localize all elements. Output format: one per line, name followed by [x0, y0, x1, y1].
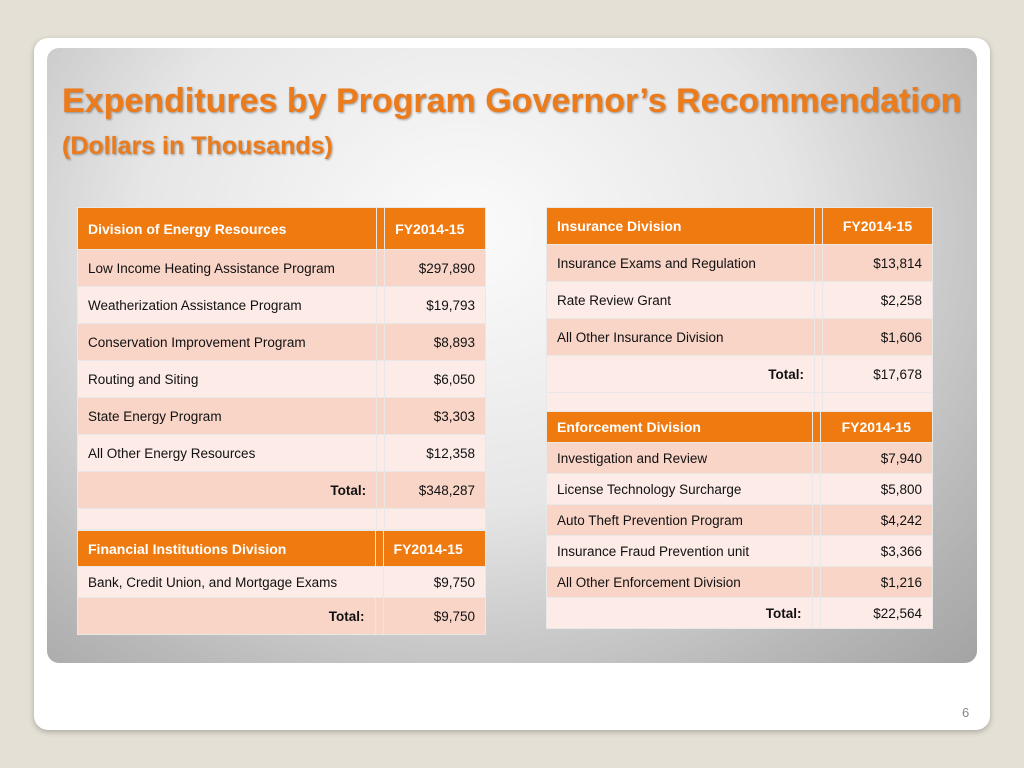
total-row [78, 472, 486, 509]
row-label: Insurance Fraud Prevention unit [547, 536, 813, 567]
spacer-row [547, 393, 933, 412]
row-value: $3,303 [385, 398, 486, 435]
row-label: Investigation and Review [547, 443, 813, 474]
row-value: $9,750 [383, 567, 485, 598]
total-value: $22,564 [820, 598, 932, 629]
row-value: $6,050 [385, 361, 486, 398]
slide-title [62, 80, 1024, 167]
spacer-row [78, 509, 486, 530]
total-row [547, 598, 933, 629]
row-value: $13,814 [822, 245, 932, 282]
total-value: $9,750 [383, 598, 485, 635]
total-label: Total: [547, 598, 813, 629]
enforcement-header: Enforcement Division [547, 412, 813, 443]
table-row [78, 567, 486, 598]
table-row [78, 324, 486, 361]
row-value: $7,940 [820, 443, 932, 474]
row-label: Rate Review Grant [547, 282, 815, 319]
table-header-row [78, 208, 486, 250]
page-number: 6 [962, 705, 970, 720]
row-value: $297,890 [385, 250, 486, 287]
insurance-division-table [546, 207, 933, 412]
financial-fy-header: FY2014-15 [383, 531, 485, 567]
table-header-row [547, 412, 933, 443]
table-row [547, 245, 933, 282]
row-value: $1,216 [820, 567, 932, 598]
row-value: $8,893 [385, 324, 486, 361]
row-value: $1,606 [822, 319, 932, 356]
total-label: Total: [547, 356, 815, 393]
row-value: $3,366 [820, 536, 932, 567]
table-row [547, 567, 933, 598]
row-label: All Other Energy Resources [78, 435, 377, 472]
table-row [78, 435, 486, 472]
financial-header: Financial Institutions Division [78, 531, 376, 567]
row-label: All Other Insurance Division [547, 319, 815, 356]
row-value: $4,242 [820, 505, 932, 536]
table-row [78, 250, 486, 287]
enforcement-division-table [546, 411, 933, 629]
table-row [547, 443, 933, 474]
row-label: Bank, Credit Union, and Mortgage Exams [78, 567, 384, 598]
energy-header: Division of Energy Resources [78, 208, 377, 250]
total-value: $348,287 [385, 472, 486, 509]
energy-fy-header: FY2014-15 [385, 208, 486, 250]
total-value: $17,678 [822, 356, 932, 393]
insurance-fy-header: FY2014-15 [822, 208, 932, 245]
total-row [78, 598, 486, 635]
row-value: $2,258 [822, 282, 932, 319]
table-header-row [78, 531, 486, 567]
insurance-header: Insurance Division [547, 208, 815, 245]
energy-resources-table [77, 207, 486, 530]
row-label: Conservation Improvement Program [78, 324, 377, 361]
row-value: $19,793 [385, 287, 486, 324]
total-label: Total: [78, 598, 376, 635]
row-value: $12,358 [385, 435, 486, 472]
row-label: Weatherization Assistance Program [78, 287, 377, 324]
table-row [547, 505, 933, 536]
table-row [78, 398, 486, 435]
row-label: License Technology Surcharge [547, 474, 813, 505]
financial-institutions-table [77, 530, 486, 635]
row-label: All Other Enforcement Division [547, 567, 813, 598]
row-label: Auto Theft Prevention Program [547, 505, 813, 536]
table-row [78, 361, 486, 398]
title-subtitle: (Dollars in Thousands) [62, 132, 333, 160]
row-label: State Energy Program [78, 398, 377, 435]
row-value: $5,800 [820, 474, 932, 505]
row-label: Insurance Exams and Regulation [547, 245, 815, 282]
row-label: Routing and Siting [78, 361, 377, 398]
table-row [547, 474, 933, 505]
enforcement-fy-header: FY2014-15 [820, 412, 932, 443]
total-row [547, 356, 933, 393]
table-row [547, 536, 933, 567]
table-row [547, 282, 933, 319]
table-header-row [547, 208, 933, 245]
total-label: Total: [78, 472, 377, 509]
table-row [78, 287, 486, 324]
table-row [547, 319, 933, 356]
row-label: Low Income Heating Assistance Program [78, 250, 377, 287]
title-main: Expenditures by Program Governor’s Recommendation [62, 82, 962, 120]
